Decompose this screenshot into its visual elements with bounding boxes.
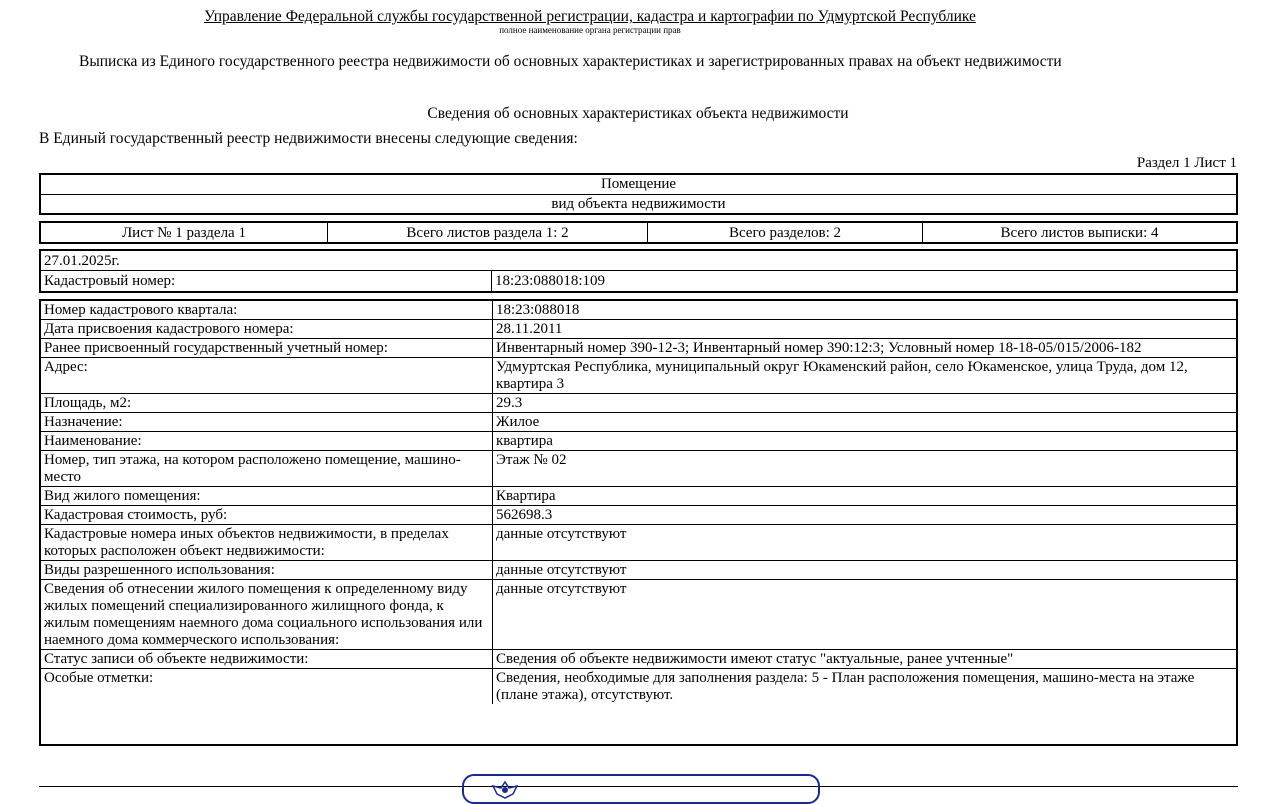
table-row (41, 650, 1236, 669)
row-value: данные отсутствуют (493, 580, 1237, 650)
object-type-caption: вид объекта недвижимости (41, 194, 1236, 214)
table-row (41, 451, 1236, 487)
row-label: Вид жилого помещения: (41, 487, 493, 506)
row-label: Ранее присвоенный государственный учетный номер: (41, 339, 493, 358)
table-row (41, 301, 1236, 320)
emblem-icon (487, 780, 523, 800)
row-value: Этаж № 02 (493, 451, 1237, 487)
table-row (41, 580, 1236, 650)
row-label: Сведения об отнесении жилого помещения к определенному виду жилых помещений специализированного жилищного фонда, к жилым помещениям наемного дома социального использования или наемного дома коммерческого использования: (41, 580, 493, 650)
table-row (41, 394, 1236, 413)
row-value: Удмуртская Республика, муниципальный округ Юкаменский район, село Юкаменское, улица Труда, дом 12, квартира 3 (493, 358, 1237, 394)
cadastral-row (41, 271, 1236, 291)
cadastral-label: Кадастровый номер: (41, 271, 492, 291)
row-value: Инвентарный номер 390-12-3; Инвентарный номер 390:12:3; Условный номер 18-18-05/015/2006-182 (493, 339, 1237, 358)
characteristics-table-box (39, 299, 1238, 746)
table-row (41, 432, 1236, 451)
row-value: 18:23:088018 (493, 301, 1237, 320)
characteristics-table (41, 301, 1236, 704)
row-label: Номер кадастрового квартала: (41, 301, 493, 320)
table-row (41, 525, 1236, 561)
organization-caption: полное наименование органа регистрации прав (499, 25, 681, 35)
row-label: Адрес: (41, 358, 493, 394)
total-sections: Всего разделов: 2 (647, 223, 922, 242)
table-row (41, 339, 1236, 358)
table-row (41, 358, 1236, 394)
row-value: Квартира (493, 487, 1237, 506)
row-label: Кадастровая стоимость, руб: (41, 506, 493, 525)
row-label: Кадастровые номера иных объектов недвижимости, в пределах которых расположен объект недвижимости: (41, 525, 493, 561)
row-value: Сведения об объекте недвижимости имеют статус "актуальные, ранее учтенные" (493, 650, 1237, 669)
table-row (41, 487, 1236, 506)
row-value: Жилое (493, 413, 1237, 432)
table-row (41, 669, 1236, 705)
row-label: Номер, тип этажа, на котором расположено помещение, машино-место (41, 451, 493, 487)
sheet-reference: Раздел 1 Лист 1 (1136, 155, 1237, 171)
row-label: Особые отметки: (41, 669, 493, 705)
table-row (41, 561, 1236, 580)
row-label: Площадь, м2: (41, 394, 493, 413)
row-label: Назначение: (41, 413, 493, 432)
table-row (41, 506, 1236, 525)
table-row (41, 413, 1236, 432)
object-type: Помещение (600, 176, 677, 192)
row-value: 562698.3 (493, 506, 1237, 525)
total-sheets-section: Всего листов раздела 1: 2 (327, 223, 647, 242)
date-cadastral-box (39, 249, 1238, 293)
row-value: квартира (493, 432, 1237, 451)
extract-date: 27.01.2025г. (41, 251, 1236, 271)
object-type-box (39, 173, 1238, 215)
row-value: данные отсутствуют (493, 561, 1237, 580)
sheets-info (39, 221, 1238, 244)
table-row (41, 320, 1236, 339)
row-value: 28.11.2011 (493, 320, 1237, 339)
row-label: Наименование: (41, 432, 493, 451)
row-value: Сведения, необходимые для заполнения раздела: 5 - План расположения помещения, машино-места на этаже (плане этажа), отсутствуют. (493, 669, 1237, 705)
total-sheets-extract: Всего листов выписки: 4 (922, 223, 1236, 242)
organization-title: Управление Федеральной службы государственной регистрации, кадастра и картографии по Удмуртской Республике (204, 8, 976, 25)
row-label: Статус записи об объекте недвижимости: (41, 650, 493, 669)
row-label: Дата присвоения кадастрового номера: (41, 320, 493, 339)
section-title: Сведения об основных характеристиках объекта недвижимости (427, 105, 849, 122)
cadastral-value: 18:23:088018:109 (495, 273, 606, 289)
row-value: данные отсутствуют (493, 525, 1237, 561)
row-value: 29.3 (493, 394, 1237, 413)
intro-text: В Единый государственный реестр недвижимости внесены следующие сведения: (39, 130, 578, 147)
row-label: Виды разрешенного использования: (41, 561, 493, 580)
extract-title: Выписка из Единого государственного реестра недвижимости об основных характеристиках и зарегистрированных правах на объект недвижимости (79, 53, 1062, 70)
sheet-number: Лист № 1 раздела 1 (122, 225, 246, 241)
